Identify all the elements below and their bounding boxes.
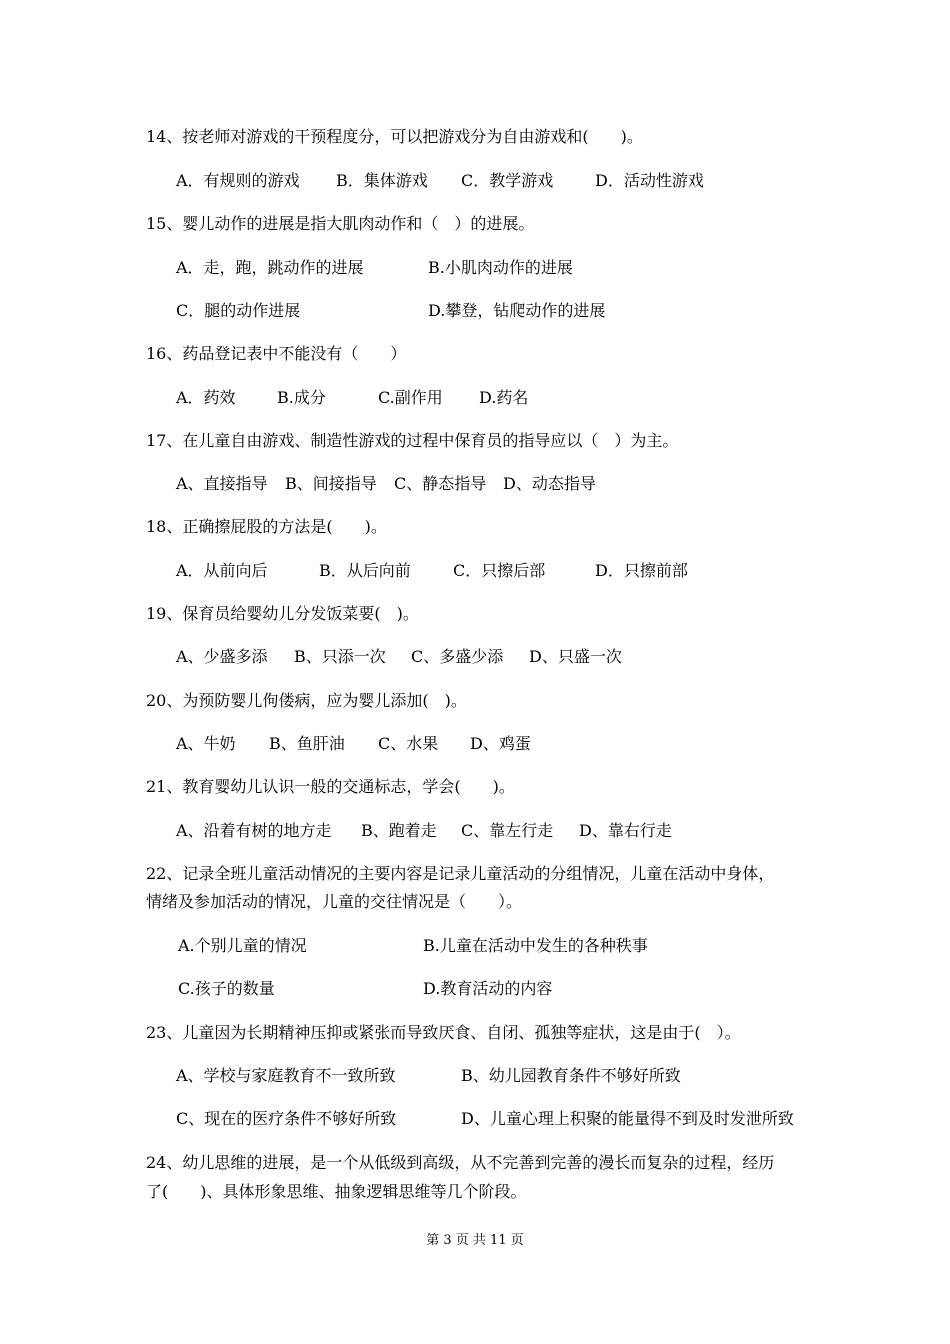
question-19-option-b: B、只添一次 — [294, 647, 386, 666]
question-17-option-d: D、动态指导 — [503, 474, 596, 493]
question-20-option-c: C、水果 — [378, 734, 439, 753]
question-21-option-a: A、沿着有树的地方走 — [176, 821, 332, 840]
question-18-stem: 18、正确擦屁股的方法是( )。 — [146, 517, 387, 536]
question-16-option-a: A．药效 — [176, 388, 236, 407]
question-22-option-c: C.孩子的数量 — [178, 979, 275, 998]
question-21-option-b: B、跑着走 — [361, 821, 437, 840]
question-14-option-a: A．有规则的游戏 — [176, 171, 300, 190]
question-16-option-b: B.成分 — [277, 388, 326, 407]
question-23-option-a: A、学校与家庭教育不一致所致 — [176, 1066, 396, 1085]
question-20-option-b: B、鱼肝油 — [269, 734, 345, 753]
question-19-option-d: D、只盛一次 — [529, 647, 622, 666]
question-23-option-d: D、儿童心理上积聚的能量得不到及时发泄所致 — [461, 1109, 794, 1128]
question-15-stem: 15、婴儿动作的进展是指大肌肉动作和（ ）的进展。 — [146, 214, 535, 233]
question-22-option-b: B.儿童在活动中发生的各种秩事 — [423, 936, 648, 955]
question-20-option-d: D、鸡蛋 — [470, 734, 531, 753]
question-19-option-c: C、多盛少添 — [411, 647, 504, 666]
question-21-option-c: C、靠左行走 — [461, 821, 554, 840]
question-14-option-d: D．活动性游戏 — [595, 171, 704, 190]
question-21-stem: 21、教育婴幼儿认识一般的交通标志，学会( )。 — [146, 777, 515, 796]
question-16-option-c: C.副作用 — [378, 388, 443, 407]
question-16-stem: 16、药品登记表中不能没有（ ） — [146, 344, 407, 363]
question-20-stem: 20、为预防婴儿佝偻病，应为婴儿添加( )。 — [146, 691, 467, 710]
question-18-option-c: C．只擦后部 — [453, 561, 546, 580]
question-24-stem-line-2: 了( )、具体形象思维、抽象逻辑思维等几个阶段。 — [146, 1182, 527, 1201]
question-23-stem: 23、儿童因为长期精神压抑或紧张而导致厌食、自闭、孤独等症状，这是由于( ）。 — [146, 1023, 741, 1042]
question-16-option-d: D.药名 — [479, 388, 529, 407]
question-19-option-a: A、少盛多添 — [176, 647, 268, 666]
question-15-option-d: D.攀登，钻爬动作的进展 — [428, 301, 606, 320]
question-24-stem-line-1: 24、幼儿思维的进展，是一个从低级到高级，从不完善到完善的漫长而复杂的过程，经历 — [146, 1153, 775, 1172]
question-18-option-d: D．只擦前部 — [595, 561, 688, 580]
question-15-option-b: B.小肌肉动作的进展 — [428, 258, 573, 277]
question-22-stem-line-2: 情绪及参加活动的情况，儿童的交往情况是（ ）。 — [146, 892, 523, 911]
question-14-option-b: B．集体游戏 — [336, 171, 428, 190]
question-18-option-b: B．从后向前 — [319, 561, 411, 580]
question-18-option-a: A．从前向后 — [176, 561, 268, 580]
question-14-option-c: C．教学游戏 — [461, 171, 554, 190]
question-17-stem: 17、在儿童自由游戏、制造性游戏的过程中保育员的指导应以（ ）为主。 — [146, 431, 679, 450]
question-22-stem-line-1: 22、记录全班儿童活动情况的主要内容是记录儿童活动的分组情况，儿童在活动中身体， — [146, 864, 775, 883]
question-23-option-b: B、幼儿园教育条件不够好所致 — [461, 1066, 681, 1085]
question-14-stem: 14、按老师对游戏的干预程度分，可以把游戏分为自由游戏和( )。 — [146, 127, 643, 146]
question-23-option-c: C、现在的医疗条件不够好所致 — [176, 1109, 397, 1128]
question-22-option-a: A.个别儿童的情况 — [178, 936, 307, 955]
question-15-option-c: C．腿的动作进展 — [176, 301, 301, 320]
question-17-option-c: C、静态指导 — [394, 474, 487, 493]
question-17-option-a: A、直接指导 — [176, 474, 268, 493]
page-footer: 第 3 页 共 11 页 — [426, 1233, 524, 1248]
question-21-option-d: D、靠右行走 — [579, 821, 672, 840]
question-22-option-d: D.教育活动的内容 — [423, 979, 553, 998]
question-20-option-a: A、牛奶 — [176, 734, 236, 753]
question-17-option-b: B、间接指导 — [285, 474, 377, 493]
question-15-option-a: A．走，跑，跳动作的进展 — [176, 258, 364, 277]
question-19-stem: 19、保育员给婴幼儿分发饭菜要( )。 — [146, 604, 419, 623]
